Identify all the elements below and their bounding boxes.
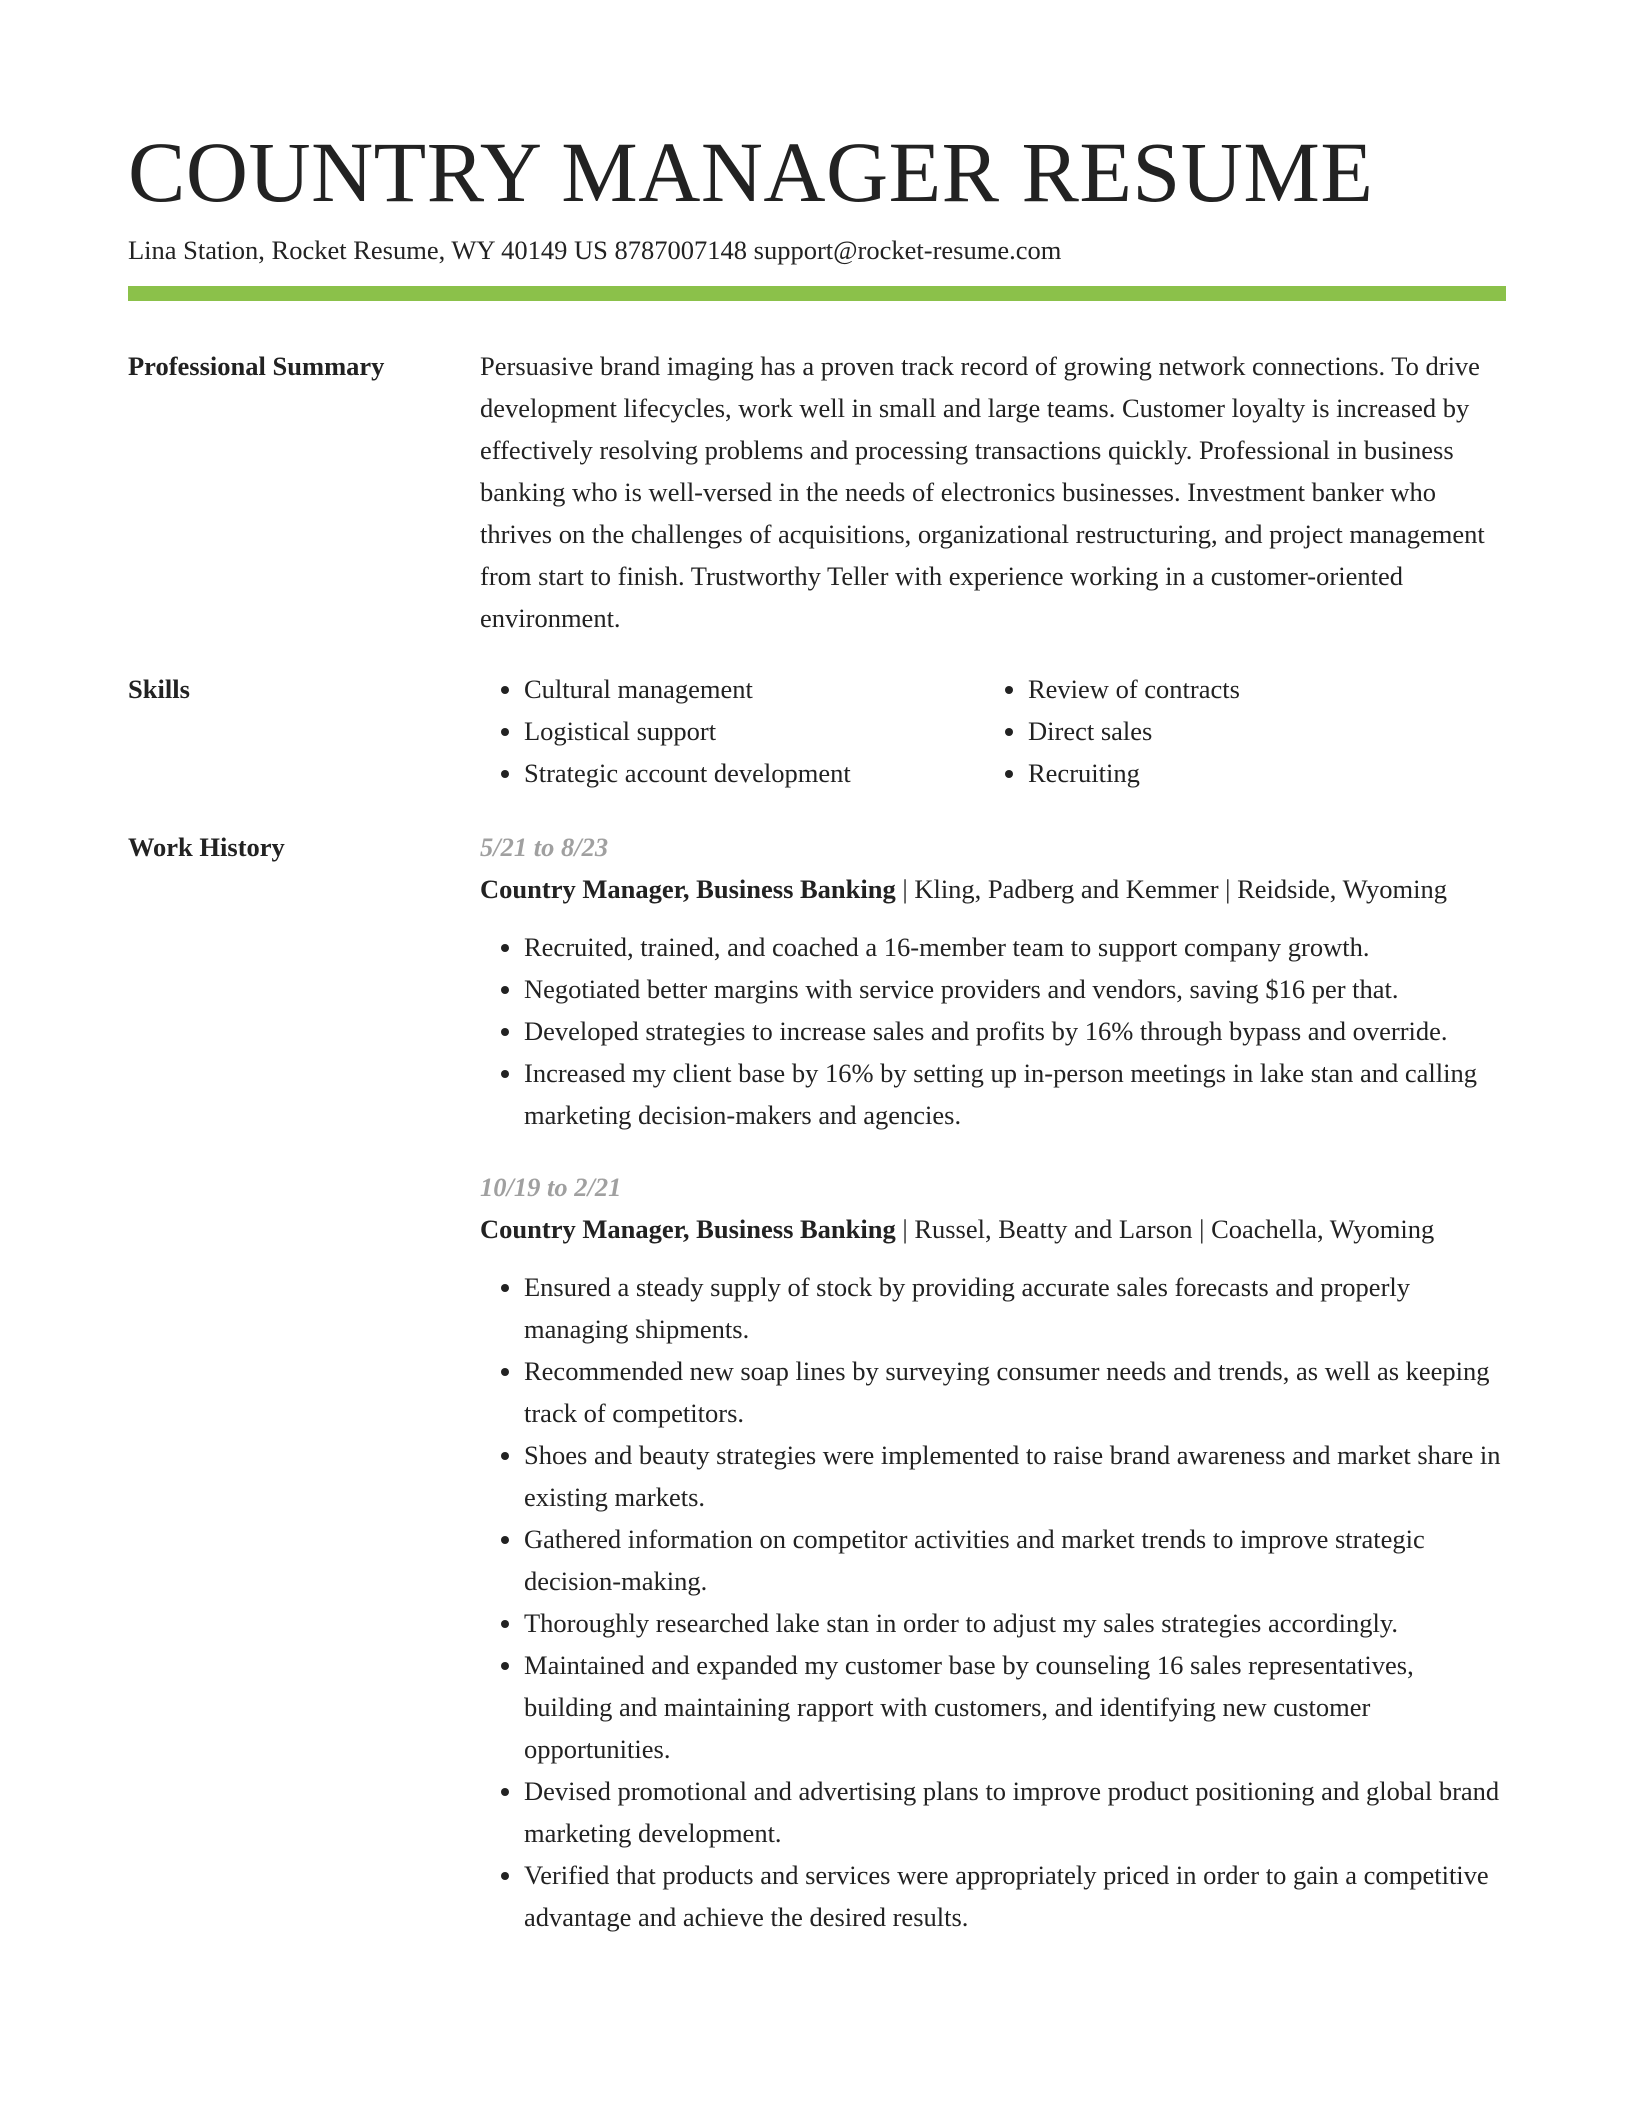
- job-role: Country Manager, Business Banking: [480, 1214, 896, 1244]
- job-bullet: • Maintained and expanded my customer base by counseling 16 sales representatives, building and maintaining rapport with customers, and identifying new customer opportunities.: [524, 1644, 1506, 1770]
- skill-item: • Review of contracts: [1028, 668, 1488, 710]
- skill-item: • Recruiting: [1028, 752, 1488, 794]
- skills-body: [480, 668, 1506, 794]
- job-bullet: • Devised promotional and advertising plans to improve product positioning and global brand marketing development.: [524, 1770, 1506, 1854]
- job-bullet: • Thoroughly researched lake stan in order to adjust my sales strategies accordingly.: [524, 1602, 1506, 1644]
- skill-item: • Direct sales: [1028, 710, 1488, 752]
- skills-columns: [480, 668, 1506, 794]
- skill-item: • Cultural management: [524, 668, 984, 710]
- skill-item: • Logistical support: [524, 710, 984, 752]
- job-company-location: | Kling, Padberg and Kemmer | Reidside, Wyoming: [895, 874, 1447, 904]
- job-bullets: [480, 926, 1506, 1136]
- accent-divider: [128, 286, 1506, 301]
- job-role: Country Manager, Business Banking: [480, 874, 896, 904]
- job-bullets: [480, 1266, 1506, 1938]
- summary-text: Persuasive brand imaging has a proven track record of growing network connections. To drive development lifecycles, work well in small and large teams. Customer loyalty is increased by effectively resolving problems and processing transactions quickly. Professional in business banking who is well-versed in the needs of electronics businesses. Investment banker who thrives on the challenges of acquisitions, organizational restructuring, and project management from start to finish. Trustworthy Teller with experience working in a customer-oriented environment.: [480, 351, 1485, 633]
- job-bullet: • Developed strategies to increase sales and profits by 16% through bypass and override.: [524, 1010, 1506, 1052]
- skills-heading: Skills: [128, 674, 190, 704]
- job-dates: 5/21 to 8/23: [480, 832, 609, 862]
- job-title-line: [480, 1208, 1506, 1250]
- job-bullet: • Gathered information on competitor activities and market trends to improve strategic decision-making.: [524, 1518, 1506, 1602]
- job-bullet: • Recruited, trained, and coached a 16-member team to support company growth.: [524, 926, 1506, 968]
- job-bullet: • Negotiated better margins with service providers and vendors, saving $16 per that.: [524, 968, 1506, 1010]
- job-title-line: [480, 868, 1506, 910]
- job-bullet: • Increased my client base by 16% by setting up in-person meetings in lake stan and calling marketing decision-makers and agencies.: [524, 1052, 1506, 1136]
- summary-body: [480, 345, 1506, 639]
- job-company-location: | Russel, Beatty and Larson | Coachella, Wyoming: [895, 1214, 1435, 1244]
- skill-item: • Strategic account development: [524, 752, 984, 794]
- job-bullet: • Recommended new soap lines by surveying consumer needs and trends, as well as keeping track of competitors.: [524, 1350, 1506, 1434]
- job-bullet: • Ensured a steady supply of stock by providing accurate sales forecasts and properly managing shipments.: [524, 1266, 1506, 1350]
- resume-title: COUNTRY MANAGER RESUME: [128, 124, 1374, 220]
- job-bullet: • Verified that products and services were appropriately priced in order to gain a competitive advantage and achieve the desired results.: [524, 1854, 1506, 1938]
- work-heading: Work History: [128, 832, 285, 862]
- contact-line: Lina Station, Rocket Resume, WY 40149 US 8787007148 support@rocket-resume.com: [128, 235, 1062, 265]
- skills-column-2: [984, 668, 1488, 794]
- job-entry: [480, 1166, 1506, 1938]
- summary-heading: Professional Summary: [128, 351, 385, 381]
- skills-column-1: [480, 668, 984, 794]
- job-dates: 10/19 to 2/21: [480, 1172, 622, 1202]
- work-body: [480, 826, 1506, 1938]
- job-bullet: • Shoes and beauty strategies were implemented to raise brand awareness and market share in existing markets.: [524, 1434, 1506, 1518]
- job-entry: [480, 826, 1506, 1136]
